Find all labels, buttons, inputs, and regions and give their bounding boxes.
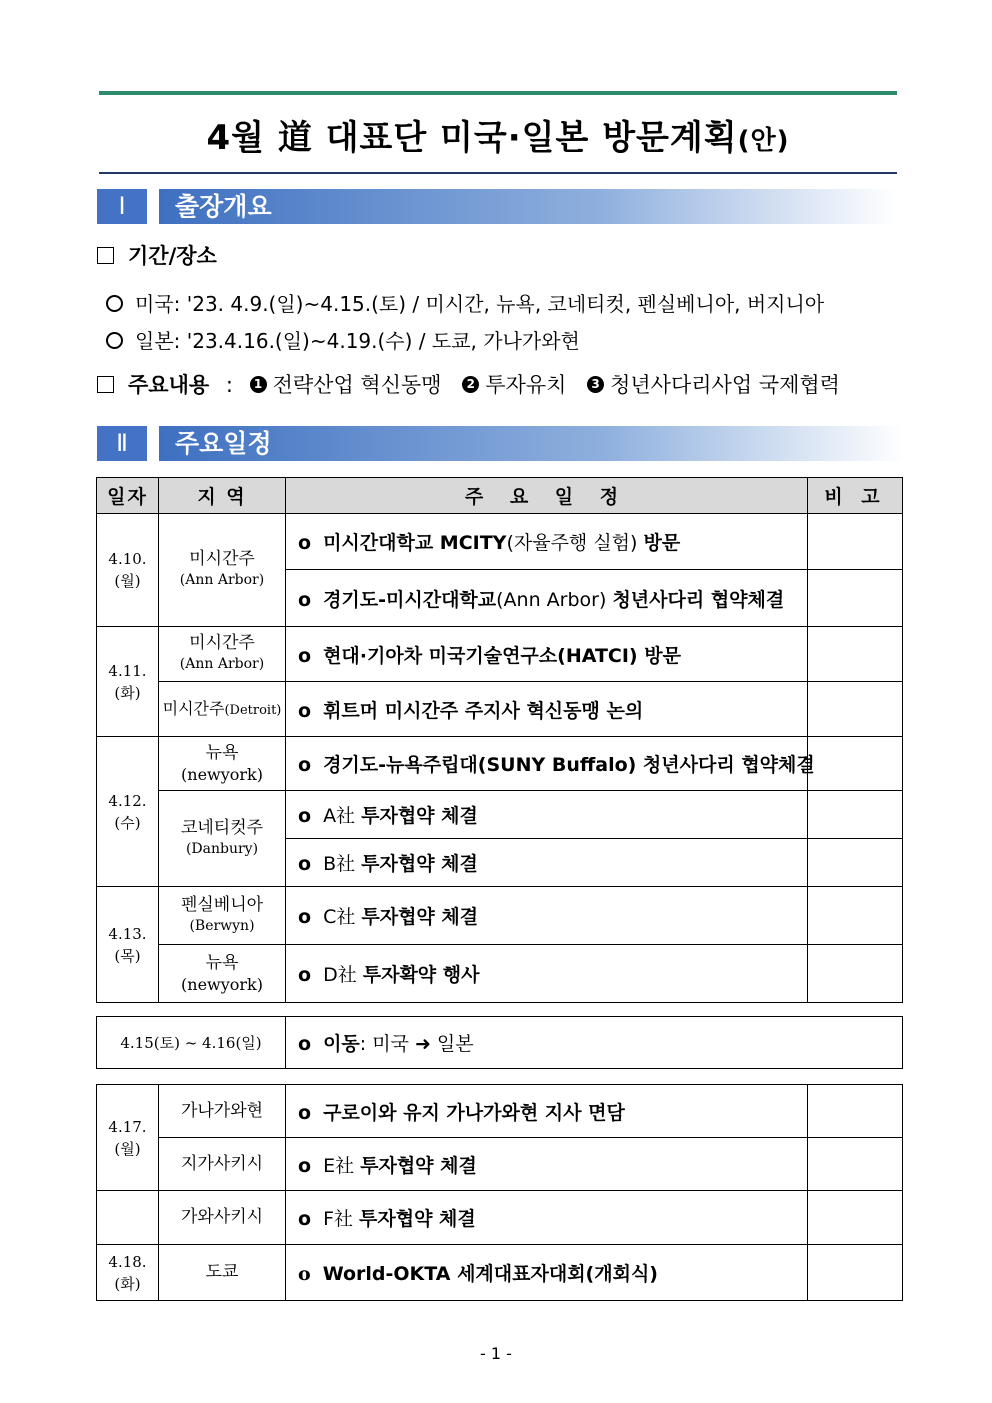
schedule-cell: o 현대·기아차 미국기술연구소(HATCI) 방문 bbox=[286, 627, 808, 682]
region-cell: 펜실베니아 (Berwyn) bbox=[159, 887, 286, 945]
note-cell bbox=[808, 514, 903, 570]
title-rule bbox=[99, 172, 897, 174]
schedule-cell: o 구로이와 유지 가나가와현 지사 면담 bbox=[286, 1085, 808, 1138]
schedule-cell: o World-OKTA 세계대표자대회(개회식) bbox=[286, 1245, 808, 1301]
header-note: 비 고 bbox=[808, 478, 903, 514]
period-jp: 일본: '23.4.16.(일)~4.19.(수) / 도쿄, 가나가와현 bbox=[106, 325, 580, 354]
table-row bbox=[97, 1191, 903, 1245]
note-cell bbox=[808, 839, 903, 887]
header-date: 일자 bbox=[97, 478, 159, 514]
checkbox-square-icon bbox=[97, 247, 114, 264]
header-region: 지 역 bbox=[159, 478, 286, 514]
table-row bbox=[97, 945, 903, 1003]
table-row bbox=[97, 514, 903, 570]
date-cell: 4.17. (월) bbox=[97, 1085, 159, 1191]
section2-title: 주요일정 bbox=[159, 426, 904, 461]
note-cell bbox=[808, 627, 903, 682]
note-cell bbox=[808, 1191, 903, 1245]
table-row bbox=[97, 1085, 903, 1138]
note-cell bbox=[808, 1245, 903, 1301]
date-cell: 4.15(토) ~ 4.16(일) bbox=[97, 1017, 286, 1069]
circle-bullet-icon bbox=[106, 295, 123, 312]
date-cell: 4.10. (월) bbox=[97, 514, 159, 627]
table-row bbox=[97, 887, 903, 945]
top-rule bbox=[99, 91, 897, 95]
table-row bbox=[97, 1017, 903, 1069]
note-cell bbox=[808, 1138, 903, 1191]
contents-line: 주요내용 : 1 전략산업 혁신동맹 2 투자유치 3 청년사다리사업 국제협력 bbox=[97, 369, 840, 399]
schedule-cell: o E社 투자협약 체결 bbox=[286, 1138, 808, 1191]
header-schedule: 주 요 일 정 bbox=[286, 478, 808, 514]
schedule-cell: o 휘트머 미시간주 주지사 혁신동맹 논의 bbox=[286, 682, 808, 737]
schedule-cell: o 미시간대학교 MCITY(자율주행 실험) 방문 bbox=[286, 514, 808, 570]
region-cell: 미시간주 (Ann Arbor) bbox=[159, 627, 286, 682]
region-cell: 코네티컷주 (Danbury) bbox=[159, 791, 286, 887]
region-cell: 뉴욕 (newyork) bbox=[159, 945, 286, 1003]
note-cell bbox=[808, 887, 903, 945]
schedule-cell: o C社 투자협약 체결 bbox=[286, 887, 808, 945]
note-cell bbox=[808, 791, 903, 839]
note-cell bbox=[808, 737, 903, 791]
table-row bbox=[97, 737, 903, 791]
number-badge-2: 2 bbox=[462, 376, 479, 393]
region-cell: 가나가와현 bbox=[159, 1085, 286, 1138]
note-cell bbox=[808, 682, 903, 737]
schedule-cell: o 경기도-미시간대학교(Ann Arbor) 청년사다리 협약체결 bbox=[286, 570, 808, 627]
page-number: - 1 - bbox=[480, 1344, 512, 1363]
circle-bullet-icon bbox=[106, 332, 123, 349]
period-us: 미국: '23. 4.9.(일)~4.15.(토) / 미시간, 뉴욕, 코네티컷, 펜실베니아, 버지니아 bbox=[106, 288, 824, 317]
region-cell: 미시간주(Detroit) bbox=[159, 682, 286, 737]
schedule-cell: o B社 투자협약 체결 bbox=[286, 839, 808, 887]
section2-number: Ⅱ bbox=[97, 426, 147, 461]
schedule-cell: o F社 투자협약 체결 bbox=[286, 1191, 808, 1245]
note-cell bbox=[808, 570, 903, 627]
date-cell: 4.12. (수) bbox=[97, 737, 159, 887]
japan-schedule-table bbox=[96, 1084, 903, 1301]
period-heading: 기간/장소 bbox=[97, 240, 217, 270]
date-cell: 4.11. (화) bbox=[97, 627, 159, 737]
region-cell: 지가사키시 bbox=[159, 1138, 286, 1191]
table-row bbox=[97, 682, 903, 737]
checkbox-square-icon bbox=[97, 376, 114, 393]
schedule-cell: o A社 투자협약 체결 bbox=[286, 791, 808, 839]
date-cell bbox=[97, 1191, 159, 1245]
page-title: 4월 道 대표단 미국·일본 방문계획(안) bbox=[206, 118, 790, 158]
section1-title: 출장개요 bbox=[159, 189, 896, 224]
note-cell bbox=[808, 1085, 903, 1138]
region-cell: 도쿄 bbox=[159, 1245, 286, 1301]
section1-number: Ⅰ bbox=[97, 189, 147, 224]
number-badge-1: 1 bbox=[250, 376, 267, 393]
move-table bbox=[96, 1016, 903, 1069]
table-row bbox=[97, 791, 903, 839]
region-cell: 미시간주 (Ann Arbor) bbox=[159, 514, 286, 627]
table-row bbox=[97, 627, 903, 682]
date-cell: 4.13. (목) bbox=[97, 887, 159, 1003]
date-cell: 4.18. (화) bbox=[97, 1245, 159, 1301]
number-badge-3: 3 bbox=[587, 376, 604, 393]
schedule-cell: o 경기도-뉴욕주립대(SUNY Buffalo) 청년사다리 협약체결 bbox=[286, 737, 808, 791]
table-row bbox=[97, 1138, 903, 1191]
region-cell: 뉴욕 (newyork) bbox=[159, 737, 286, 791]
schedule-table bbox=[96, 477, 903, 1003]
note-cell bbox=[808, 945, 903, 1003]
table-row bbox=[97, 1245, 903, 1301]
schedule-cell: o 이동: 미국 ➜ 일본 bbox=[286, 1017, 903, 1069]
schedule-cell: o D社 투자확약 행사 bbox=[286, 945, 808, 1003]
region-cell: 가와사키시 bbox=[159, 1191, 286, 1245]
